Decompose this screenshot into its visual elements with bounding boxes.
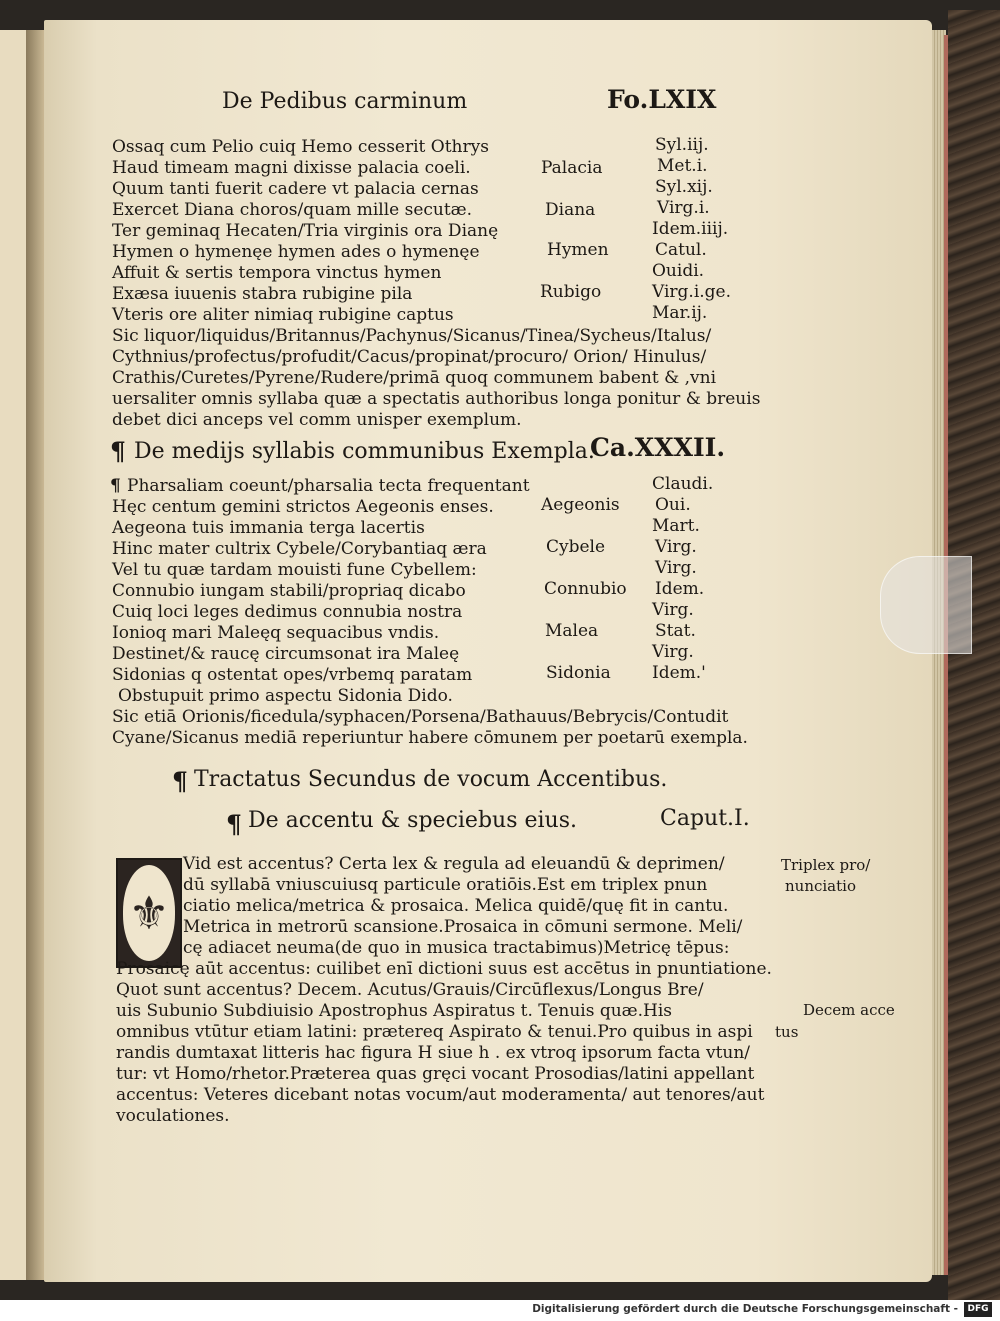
source-ref: Virg.i.ge. bbox=[652, 282, 732, 302]
prose-line: Prosaicę aūt accentus: cuilibet enī dictioni suus est accētus in pnuntiatione. bbox=[116, 959, 772, 979]
verse-line: Ter geminaq Hecaten/Tria virginis ora Dianę bbox=[112, 221, 499, 241]
folio-number: Fo.LXIX bbox=[607, 85, 717, 114]
margin-note: tus bbox=[775, 1023, 799, 1041]
gloss-word: Sidonia bbox=[546, 663, 611, 683]
source-ref: Catul. bbox=[655, 240, 707, 260]
source-ref: Claudi. bbox=[652, 474, 714, 494]
running-title: De Pedibus carminum bbox=[222, 89, 468, 114]
source-ref: Virg. bbox=[655, 537, 697, 557]
source-ref: Ouidi. bbox=[652, 261, 705, 281]
source-ref: Idem. bbox=[655, 579, 705, 599]
cover-board bbox=[948, 10, 1000, 1300]
prose-line: uis Subunio Subdiuisio Apostrophus Aspiratus t. Tenuis quæ.His bbox=[116, 1001, 673, 1021]
gloss-word: Diana bbox=[545, 200, 596, 220]
source-ref: Virg.i. bbox=[657, 198, 710, 218]
verse-line: Destinet/& raucę circumsonat ira Maleę bbox=[112, 644, 460, 664]
paragraph-mark-icon: ¶ bbox=[110, 476, 121, 496]
source-ref: Mart. bbox=[652, 516, 700, 536]
gloss-word: Connubio bbox=[544, 579, 627, 599]
gloss-word: Malea bbox=[545, 621, 599, 641]
source-ref: Idem.iiij. bbox=[652, 219, 729, 239]
verse-line: Cuiq loci leges dedimus connubia nostra bbox=[112, 602, 463, 622]
prose-line: omnibus vtūtur etiam latini: prætereq Aspirato & tenui.Pro quibus in aspi bbox=[116, 1022, 753, 1042]
prose-line: Quot sunt accentus? Decem. Acutus/Grauis/Circūflexus/Longus Bre/ bbox=[116, 980, 704, 1000]
verse-line: Hęc centum gemini strictos Aegeonis enses. bbox=[112, 497, 494, 517]
chapter-number: Ca.XXXII. bbox=[590, 433, 726, 462]
source-ref: Virg. bbox=[652, 642, 694, 662]
verse-line: Exercet Diana choros/quam mille secutæ. bbox=[112, 200, 473, 220]
verse-line: Hymen o hymenęe hymen ades o hymenęe bbox=[112, 242, 480, 262]
source-ref: Virg. bbox=[652, 600, 694, 620]
section-heading: De medijs syllabis communibus Exempla. bbox=[134, 439, 595, 464]
verse-line: Affuit & sertis tempora vinctus hymen bbox=[112, 263, 442, 283]
prose-line: Metrica in metrorū scansione.Prosaica in cōmuni sermone. Meli/ bbox=[183, 917, 743, 937]
section-heading: De accentu & speciebus eius. bbox=[248, 808, 577, 833]
margin-note: Decem acce bbox=[803, 1001, 895, 1019]
source-ref: Oui. bbox=[655, 495, 691, 515]
prose-line: Sic etiā Orionis/ficedula/syphacen/Porsena/Bathauus/Bebrycis/Contudit bbox=[112, 707, 729, 727]
source-ref: Stat. bbox=[655, 621, 696, 641]
verse-line: Ionioq mari Maleęq sequacibus vndis. bbox=[112, 623, 440, 643]
verse-line: Exæsa iuuenis stabra rubigine pila bbox=[112, 284, 413, 304]
left-page-edge bbox=[0, 30, 26, 1280]
source-ref: Idem.' bbox=[652, 663, 706, 683]
prose-line: Crathis/Curetes/Pyrene/Rudere/primā quoq communem babent & ,vni bbox=[112, 368, 717, 388]
margin-note: nunciatio bbox=[785, 877, 856, 895]
prose-line: ciatio melica/metrica & prosaica. Melica quidē/quę fit in cantu. bbox=[183, 896, 729, 916]
verse-line: Sidonias q ostentat opes/vrbemq paratam bbox=[112, 665, 473, 685]
prose-line: tur: vt Homo/rhetor.Præterea quas gręci vocant Prosodias/latini appellant bbox=[116, 1064, 755, 1084]
source-ref: Virg. bbox=[655, 558, 697, 578]
verse-line: Connubio iungam stabili/propriaq dicabo bbox=[112, 581, 466, 601]
gloss-word: Hymen bbox=[547, 240, 609, 260]
prose-line: Cythnius/profectus/profudit/Cacus/propinat/procuro/ Orion/ Hinulus/ bbox=[112, 347, 707, 367]
verse-line: Haud timeam magni dixisse palacia coeli. bbox=[112, 158, 471, 178]
dfg-logo: DFG bbox=[964, 1302, 992, 1317]
footer-bar bbox=[0, 1300, 1000, 1321]
gloss-word: Rubigo bbox=[540, 282, 602, 302]
paragraph-mark-icon: ¶ bbox=[172, 767, 188, 796]
source-ref: Syl.xij. bbox=[655, 177, 713, 197]
gloss-word: Cybele bbox=[546, 537, 606, 557]
verse-line: Hinc mater cultrix Cybele/Corybantiaq æra bbox=[112, 539, 487, 559]
chapter-number: Caput.I. bbox=[660, 806, 750, 831]
prose-line: dū syllabā vniuscuiusq particule oratiōis.Est em triplex pnun bbox=[183, 875, 708, 895]
source-ref: Mar.ij. bbox=[652, 303, 708, 323]
treatise-heading: Tractatus Secundus de vocum Accentibus. bbox=[194, 767, 668, 792]
verse-line: Pharsaliam coeunt/pharsalia tecta frequentant bbox=[127, 476, 530, 496]
paragraph-mark-icon: ¶ bbox=[110, 437, 126, 466]
prose-line: uersaliter omnis syllaba quæ a spectatis authoribus longa ponitur & breuis bbox=[112, 389, 761, 409]
prose-line: Cyane/Sicanus mediā reperiuntur habere cōmunem per poetarū exempla. bbox=[112, 728, 748, 748]
source-ref: Syl.iij. bbox=[655, 135, 709, 155]
prose-line: debet dici anceps vel comm unisper exemplum. bbox=[112, 410, 522, 430]
gloss-word: Aegeonis bbox=[541, 495, 620, 515]
book-gutter bbox=[26, 30, 44, 1280]
verse-line: Vteris ore aliter nimiaq rubigine captus bbox=[112, 305, 454, 325]
funding-credit: Digitalisierung gefördert durch die Deutsche Forschungsgemeinschaft - bbox=[532, 1303, 958, 1315]
prose-line: Vid est accentus? Certa lex & regula ad eleuandū & deprimen/ bbox=[183, 854, 725, 874]
margin-note: Triplex pro/ bbox=[781, 856, 871, 874]
decorated-initial-letter bbox=[116, 858, 182, 968]
verse-line: Obstupuit primo aspectu Sidonia Dido. bbox=[118, 686, 453, 706]
prose-line: voculationes. bbox=[116, 1106, 230, 1126]
prose-line: cę adiacet neuma(de quo in musica tractabimus)Metricę tēpus: bbox=[183, 938, 730, 958]
verse-line: Vel tu quæ tardam mouisti fune Cybellem: bbox=[112, 560, 477, 580]
prose-line: randis dumtaxat litteris hac figura H siue h . ex vtroq ipsorum facta vtun/ bbox=[116, 1043, 751, 1063]
fleur-de-lis-icon: ⚜ bbox=[128, 886, 170, 940]
source-ref: Met.i. bbox=[657, 156, 708, 176]
gloss-word: Palacia bbox=[541, 158, 603, 178]
prose-line: Sic liquor/liquidus/Britannus/Pachynus/Sicanus/Tinea/Sycheus/Italus/ bbox=[112, 326, 712, 346]
prose-line: accentus: Veteres dicebant notas vocum/aut moderamenta/ aut tenores/aut bbox=[116, 1085, 765, 1105]
verse-line: Aegeona tuis immania terga lacertis bbox=[112, 518, 425, 538]
verse-line: Ossaq cum Pelio cuiq Hemo cesserit Othrys bbox=[112, 137, 489, 157]
verse-line: Quum tanti fuerit cadere vt palacia cernas bbox=[112, 179, 479, 199]
paragraph-mark-icon: ¶ bbox=[226, 810, 242, 839]
bookmark-tab bbox=[880, 556, 972, 654]
